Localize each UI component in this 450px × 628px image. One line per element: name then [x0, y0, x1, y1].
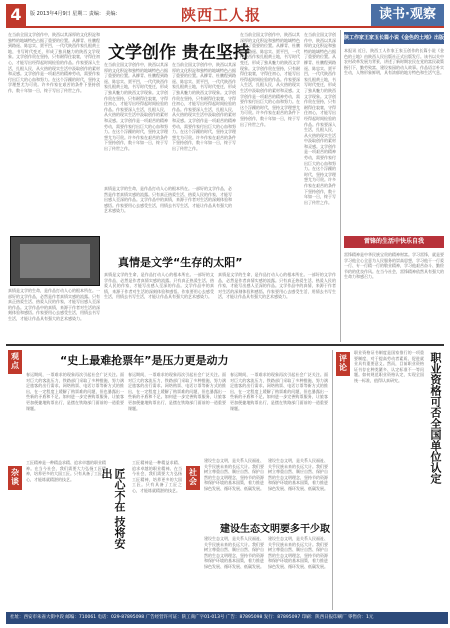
viewpoint-column-1: 春运期间，一票难求的现象再次引起社会广泛关注。面对巨大的客流压力，铁路部门采取了多种措施，努力满足旅客的出行需求。网络购票、电话订票等新方式的推出，在一定程度上缓解了购票难的问题，但也暴露出一些新的矛盾和不足。如何进一步完善购票服务，让旅客更加便捷地购票出行，是摆在铁路部门面前的一道重要课题。 [26, 372, 124, 411]
comment-tag: 评论 [336, 352, 350, 376]
page-number: 4 [6, 4, 26, 26]
main-column-5: 在当前全国文学创作中，陕西以其深厚的文化积淀和独特的地域特色占据了重要的位置。从柳青、杜鹏程到路遥、陈忠实、贾平凹，一代代陕西作家扎根黄土地，书写时代变迁，形成了独具魅力的陕西文学现象。文学创作贵在坚持，只有耐得住寂寞，守得住初心，才能写出经得起时间检验的作品。作家要深入生活，扎根人民，从火热的现实生活中汲取创作的素材和灵感。文学创作是一项艰苦的精神劳动，需要作家付出巨大的心血和努力。在这个浮躁的时代，坚持文学理想尤为可贵。许多作家在艰苦的条件下坚持创作，数十年如一日，终于写出了传世之作。 [304, 32, 336, 205]
viewpoint-column-3: 春运期间，一票难求的现象再次引起社会广泛关注。面对巨大的客流压力，铁路部门采取了多种措施，努力满足旅客的出行需求。网络购票、电话订票等新方式的推出，在一定程度上缓解了购票难的问题，但也暴露出一些新的矛盾和不足。如何进一步完善购票服务，让旅客更加便捷地购票出行，是摆在铁路部门面前的一道重要课题。 [230, 372, 328, 411]
page-footer: 社址：西安市朱雀大街中段 邮编：710061 电话：029-87895098 广告经营许可证：陕工商广字01-013号 广告：87895098 发行：87895097 印刷：陕西日报印刷厂 零售价：1元 [6, 612, 448, 624]
society-headline: 建设生态文明要多干少取 [220, 524, 330, 535]
society-column-3: 建设生态文明，是关系人民福祉、关乎民族未来的长远大计。我们要树立尊重自然、顺应自然、保护自然的生态文明理念，坚持节约资源和保护环境的基本国策，着力推进绿色发展、循环发展、低碳发展。 [204, 536, 264, 569]
main-column-2: 在当前全国文学创作中，陕西以其深厚的文化积淀和独特的地域特色占据了重要的位置。从柳青、杜鹏程到路遥、陈忠实、贾平凹，一代代陕西作家扎根黄土地，书写时代变迁，形成了独具魅力的陕西文学现象。文学创作贵在坚持，只有耐得住寂寞，守得住初心，才能写出经得起时间检验的作品。作家要深入生活，扎根人民，从火热的现实生活中汲取创作的素材和灵感。文学创作是一项艰苦的精神劳动，需要作家付出巨大的心血和努力。在这个浮躁的时代，坚持文学理想尤为可贵。许多作家在艰苦的条件下坚持创作，数十年如一日，终于写出了传世之作。 [104, 62, 168, 151]
society-tag: 社会 [186, 466, 200, 490]
second-headline: 真情是文学“生存的太阳” [118, 256, 243, 269]
newspaper-logo: 陕西工人报 [181, 6, 262, 24]
main-column-4: 在当前全国文学创作中，陕西以其深厚的文化积淀和独特的地域特色占据了重要的位置。从柳青、杜鹏程到路遥、陈忠实、贾平凹，一代代陕西作家扎根黄土地，书写时代变迁，形成了独具魅力的陕西文学现象。文学创作贵在坚持，只有耐得住寂寞，守得住初心，才能写出经得起时间检验的作品。作家要深入生活，扎根人民，从火热的现实生活中汲取创作的素材和灵感。文学创作是一项艰苦的精神劳动，需要作家付出巨大的心血和努力。在这个浮躁的时代，坚持文学理想尤为可贵。许多作家在艰苦的条件下坚持创作，数十年如一日，终于写出了传世之作。 [240, 32, 300, 127]
viewpoint-tag: 观点 [8, 350, 22, 374]
photo-caption: 真情是文学的生命，是作品打动人心的根本所在。一部好的文学作品，必然是作者真情实感的流露。只有真正热爱生活、热爱人民的作家，才能写出感人至深的作品。文学作品中的真情，来源于作者对生活的深刻体验和感悟。作家要用心去感受生活，用情去书写生活，才能让作品具有强大的艺术感染力。 [8, 288, 100, 321]
viewpoint-column-2: 春运期间，一票难求的现象再次引起社会广泛关注。面对巨大的客流压力，铁路部门采取了多种措施，努力满足旅客的出行需求。网络购票、电话订票等新方式的推出，在一定程度上缓解了购票难的问题，但也暴露出一些新的矛盾和不足。如何进一步完善购票服务，让旅客更加便捷地购票出行，是摆在铁路部门面前的一道重要课题。 [128, 372, 226, 411]
right-mid-banner: 雷锋的生活中快乐自我 [344, 236, 444, 248]
main-column-1: 在当前全国文学创作中，陕西以其深厚的文化积淀和独特的地域特色占据了重要的位置。从柳青、杜鹏程到路遥、陈忠实、贾平凹，一代代陕西作家扎根黄土地，书写时代变迁，形成了独具魅力的陕西文学现象。文学创作贵在坚持，只有耐得住寂寞，守得住初心，才能写出经得起时间检验的作品。作家要深入生活，扎根人民，从火热的现实生活中汲取创作的素材和灵感。文学创作是一项艰苦的精神劳动，需要作家付出巨大的心血和努力。在这个浮躁的时代，坚持文学理想尤为可贵。许多作家在艰苦的条件下坚持创作，数十年如一日，终于写出了传世之作。 [8, 32, 100, 93]
society-column-4: 建设生态文明，是关系人民福祉、关乎民族未来的长远大计。我们要树立尊重自然、顺应自然、保护自然的生态文明理念，坚持节约资源和保护环境的基本国策，着力推进绿色发展、循环发展、低碳发展。 [268, 536, 328, 569]
right-mid-body: 雷锋精神是中华民族宝贵的精神财富。学习雷锋，就是要学习他全心全意为人民服务的崇高思想，学习他干一行爱一行、专一行精一行的敬业精神，学习他艰苦奋斗、勤俭节约的优良作风。在当今社会，雷锋精神依然具有强大的生命力和感召力。 [344, 252, 444, 280]
main-headline: 文学创作 贵在坚持 [108, 43, 250, 63]
main-column-3: 在当前全国文学创作中，陕西以其深厚的文化积淀和独特的地域特色占据了重要的位置。从柳青、杜鹏程到路遥、陈忠实、贾平凹，一代代陕西作家扎根黄土地，书写时代变迁，形成了独具魅力的陕西文学现象。文学创作贵在坚持，只有耐得住寂寞，守得住初心，才能写出经得起时间检验的作品。作家要深入生活，扎根人民，从火热的现实生活中汲取创作的素材和灵感。文学创作是一项艰苦的精神劳动，需要作家付出巨大的心血和努力。在这个浮躁的时代，坚持文学理想尤为可贵。许多作家在艰苦的条件下坚持创作，数十年如一日，终于写出了传世之作。 [172, 62, 236, 151]
viewpoint-headline: “史上最难抢票年”是压力更是动力 [60, 354, 229, 367]
comment-column-1: 职业资格证书制度是国家推行的一项重要制度，对于提高劳动者素质、促进就业具有重要意义。然而，目前职业资格证书存在种类繁多、认定标准不一等问题。如何规范职业资格认定，实现全国统一标准，值得认真研究。 [354, 350, 424, 383]
article-photo [10, 236, 100, 286]
comment-headline: 职业资格可否全国单位认定 [429, 352, 442, 484]
right-top-body: 本报讯 近日，陕西工人作家王家玉创作的长篇小说《金色的土地》由陕西人民出版社正式出版发行。该书以关中农村改革发展为背景，讲述了新时期农民在党的富民政策指引下，勤劳致富、建设家园的动人故事。作品语言朴实生动，人物形象鲜明，具有浓郁的地方特色和生活气息。 [344, 48, 444, 76]
column-divider [340, 30, 341, 342]
chat-tag: 杂谈 [8, 466, 22, 490]
society-column-1: 建设生态文明，是关系人民福祉、关乎民族未来的长远大计。我们要树立尊重自然、顺应自然、保护自然的生态文明理念，坚持节约资源和保护环境的基本国策，着力推进绿色发展、循环发展、低碳发展。 [204, 458, 264, 491]
section-divider [6, 344, 444, 346]
second-column-1: 真情是文学的生命，是作品打动人心的根本所在。一部好的文学作品，必然是作者真情实感的流露。只有真正热爱生活、热爱人民的作家，才能写出感人至深的作品。文学作品中的真情，来源于作者对生活的深刻体验和感悟。作家要用心去感受生活，用情去书写生活，才能让作品具有强大的艺术感染力。 [104, 186, 232, 214]
second-column-3: 真情是文学的生命，是作品打动人心的根本所在。一部好的文学作品，必然是作者真情实感的流露。只有真正热爱生活、热爱人民的作家，才能写出感人至深的作品。文学作品中的真情，来源于作者对生活的深刻体验和感悟。作家要用心去感受生活，用情去书写生活，才能让作品具有强大的艺术感染力。 [218, 272, 336, 300]
section-title: 读书·观察 [371, 4, 444, 26]
chat-body-2: 工匠精神是一种精益求精、追求卓越的职业精神。在当今社会，我们需要大力弘扬工匠精神，培养更多的大国工匠。只有具备了工匠之心，才能练就精湛的技艺。 [132, 460, 182, 493]
second-column-2: 真情是文学的生命，是作品打动人心的根本所在。一部好的文学作品，必然是作者真情实感的流露。只有真正热爱生活、热爱人民的作家，才能写出感人至深的作品。文学作品中的真情，来源于作者对生活的深刻体验和感悟。作家要用心去感受生活，用情去书写生活，才能让作品具有强大的艺术感染力。 [104, 272, 214, 300]
society-column-2: 建设生态文明，是关系人民福祉、关乎民族未来的长远大计。我们要树立尊重自然、顺应自然、保护自然的生态文明理念，坚持节约资源和保护环境的基本国策，着力推进绿色发展、循环发展、低碳发展。 [268, 458, 328, 491]
masthead-divider [6, 26, 444, 28]
chat-title: 匠心不在 技将安出 [100, 468, 126, 549]
right-top-banner: 陕工作家王家玉长篇小说《金色的土地》出版 [344, 32, 444, 44]
bottom-column-divider [332, 350, 333, 610]
issue-meta: 版 2013年4月9日 星期二 责编： 美编： [30, 11, 121, 17]
chat-body: 工匠精神是一种精益求精、追求卓越的职业精神。在当今社会，我们需要大力弘扬工匠精神，培养更多的大国工匠。只有具备了工匠之心，才能练就精湛的技艺。 [26, 460, 106, 482]
